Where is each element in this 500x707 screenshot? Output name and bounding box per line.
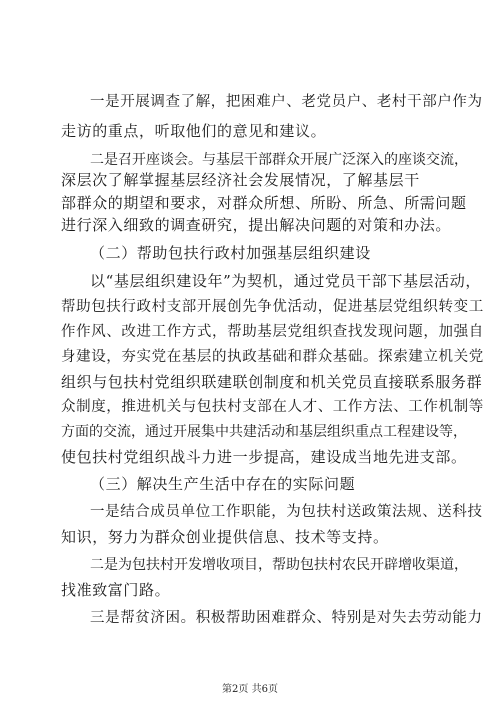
section-heading: （三）解决生产生活中存在的实际问题 — [90, 475, 356, 493]
paragraph-line: 一是开展调查了解，把困难户、老党员户、老村干部户作为 — [90, 94, 483, 110]
paragraph-line: 三是帮贫济困。积极帮助困难群众、特别是对失去劳动能力 — [90, 610, 483, 626]
paragraph-line: 一是结合成员单位工作职能，为包扶村送政策法规、送科技 — [90, 504, 483, 520]
paragraph-line: 帮助包扶行政村支部开展创先争优活动，促进基层党组织转变工 — [61, 299, 484, 315]
paragraph-line: 走访的重点，听取他们的意见和建议。 — [61, 122, 327, 140]
paragraph-line: 二是为包扶村开发增收项目，帮助包扶村农民开辟增收渠道， — [90, 557, 468, 573]
paragraph-line: 作作风、改进工作方式，帮助基层党组织查找发现问题，加强自 — [61, 324, 484, 340]
paragraph-line: 深层次了解掌握基层经济社会发展情况，了解基层干 — [61, 171, 420, 189]
paragraph-line: 知识，努力为群众创业提供信息、技术等支持。 — [61, 528, 389, 546]
paragraph-line: 进行深入细致的调查研究，提出解决问题的对策和办法。 — [61, 216, 452, 234]
paragraph-line: 部群众的期望和要求，对群众所想、所盼、所急、所需问题 — [61, 194, 467, 212]
page-footer: 第2页 共6页 — [222, 684, 278, 695]
paragraph-line: 以“基层组织建设年”为契机，通过党员干部下基层活动， — [90, 272, 481, 290]
paragraph-line: 使包扶村党组织战斗力进一步提高，建设成当地先进支部。 — [61, 448, 467, 466]
paragraph-line: 身建设，夯实党在基层的执政基础和群众基础。探索建立机关党 — [61, 349, 484, 365]
paragraph-line: 找准致富门路。 — [61, 581, 171, 599]
paragraph-line: 组织与包扶村党组织联建联创制度和机关党员直接联系服务群 — [61, 373, 483, 391]
section-heading: （二）帮助包扶行政村加强基层组织建设 — [90, 244, 371, 262]
paragraph-line: 二是召开座谈会。与基层干部群众开展广泛深入的座谈交流， — [90, 152, 468, 168]
paragraph-line: 方面的交流，通过开展集中共建活动和基层组织重点工程建设等， — [61, 424, 467, 440]
paragraph-line: 众制度，推进机关与包扶村支部在人才、工作方法、工作机制等 — [61, 399, 484, 415]
